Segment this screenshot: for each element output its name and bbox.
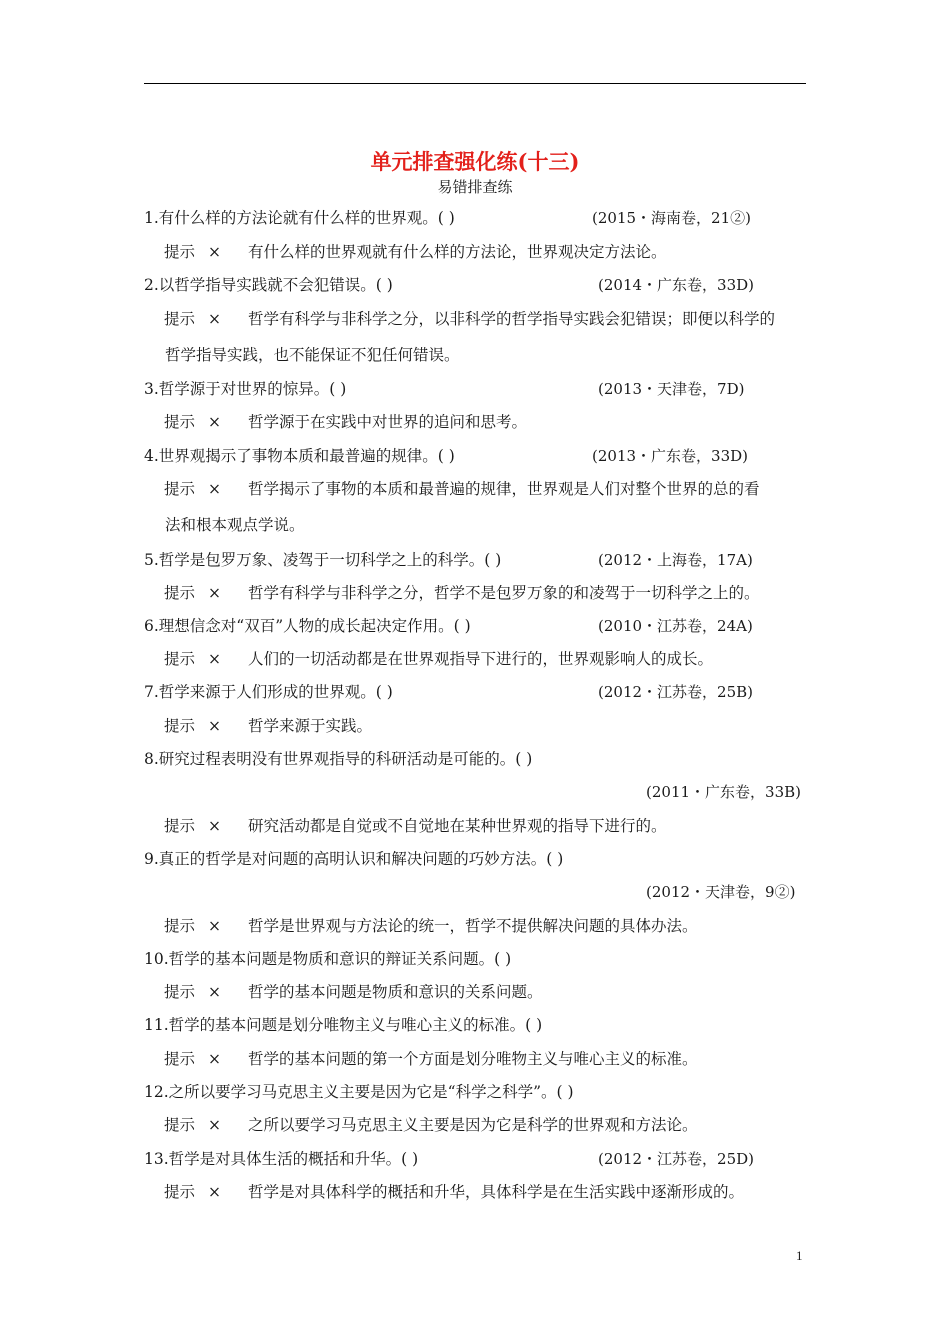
question-3: 3.哲学源于对世界的惊异。( ) [144, 380, 347, 398]
hint-9 [164, 916, 698, 936]
question-4-source: (2013・广东卷，33D) [592, 447, 748, 465]
hint-11-text: 哲学的基本问题的第一个方面是划分唯物主义与唯心主义的标准。 [248, 1050, 698, 1068]
wrong-mark: × [208, 983, 221, 1001]
question-9: 9.真正的哲学是对问题的高明认识和解决问题的巧妙方法。( ) [144, 850, 564, 868]
header-rule [144, 83, 806, 84]
hint-13-text: 哲学是对具体科学的概括和升华，具体科学是在生活实践中逐渐形成的。 [248, 1183, 745, 1201]
hint-4-text: 哲学揭示了事物的本质和最普遍的规律，世界观是人们对整个世界的总的看 [248, 480, 760, 498]
question-13-source: (2012・江苏卷，25D) [598, 1150, 754, 1168]
hint-8 [164, 816, 667, 836]
hint-label: 提示 [164, 243, 196, 261]
hint-label: 提示 [164, 1116, 196, 1134]
hint-12 [164, 1115, 698, 1135]
wrong-mark: × [208, 1116, 221, 1134]
wrong-mark: × [208, 650, 221, 668]
wrong-mark: × [208, 584, 221, 602]
wrong-mark: × [208, 1050, 221, 1068]
hint-label: 提示 [164, 817, 196, 835]
question-8-source: (2011・广东卷，33B) [646, 783, 801, 801]
hint-label: 提示 [164, 1183, 196, 1201]
question-12: 12.之所以要学习马克思主义主要是因为它是“科学之科学”。( ) [144, 1083, 574, 1101]
question-1: 1.有什么样的方法论就有什么样的世界观。( ) [144, 209, 455, 227]
question-2: 2.以哲学指导实践就不会犯错误。( ) [144, 276, 393, 294]
hint-3-text: 哲学源于在实践中对世界的追问和思考。 [248, 413, 528, 431]
question-5-source: (2012・上海卷，17A) [598, 551, 753, 569]
hint-2-continued: 哲学指导实践，也不能保证不犯任何错误。 [165, 346, 460, 364]
hint-2 [164, 309, 775, 329]
question-10: 10.哲学的基本问题是物质和意识的辩证关系问题。( ) [144, 950, 512, 968]
hint-label: 提示 [164, 1050, 196, 1068]
hint-label: 提示 [164, 917, 196, 935]
question-7: 7.哲学来源于人们形成的世界观。( ) [144, 683, 393, 701]
question-3-source: (2013・天津卷，7D) [598, 380, 745, 398]
hint-1-text: 有什么样的世界观就有什么样的方法论，世界观决定方法论。 [248, 243, 667, 261]
hint-7-text: 哲学来源于实践。 [248, 717, 373, 735]
wrong-mark: × [208, 917, 221, 935]
wrong-mark: × [208, 413, 221, 431]
hint-6-text: 人们的一切活动都是在世界观指导下进行的，世界观影响人的成长。 [248, 650, 714, 668]
question-4: 4.世界观揭示了事物本质和最普遍的规律。( ) [144, 447, 455, 465]
hint-12-text: 之所以要学习马克思主义主要是因为它是科学的世界观和方法论。 [248, 1116, 698, 1134]
hint-5 [164, 583, 760, 603]
hint-7 [164, 716, 372, 736]
hint-10 [164, 982, 543, 1002]
question-8: 8.研究过程表明没有世界观指导的科研活动是可能的。( ) [144, 750, 533, 768]
question-9-source: (2012・天津卷，9②) [646, 883, 796, 901]
hint-label: 提示 [164, 584, 196, 602]
question-7-source: (2012・江苏卷，25B) [598, 683, 753, 701]
hint-9-text: 哲学是世界观与方法论的统一，哲学不提供解决问题的具体办法。 [248, 917, 698, 935]
wrong-mark: × [208, 310, 221, 328]
wrong-mark: × [208, 480, 221, 498]
hint-6 [164, 649, 713, 669]
question-6-source: (2010・江苏卷，24A) [598, 617, 753, 635]
hint-11 [164, 1049, 698, 1069]
hint-label: 提示 [164, 983, 196, 1001]
hint-5-text: 哲学有科学与非科学之分，哲学不是包罗万象的和凌驾于一切科学之上的。 [248, 584, 760, 602]
hint-3 [164, 412, 527, 432]
question-11: 11.哲学的基本问题是划分唯物主义与唯心主义的标准。( ) [144, 1016, 543, 1034]
hint-label: 提示 [164, 480, 196, 498]
hint-13 [164, 1182, 744, 1202]
wrong-mark: × [208, 1183, 221, 1201]
wrong-mark: × [208, 243, 221, 261]
hint-label: 提示 [164, 650, 196, 668]
question-13: 13.哲学是对具体生活的概括和升华。( ) [144, 1150, 419, 1168]
page-title: 单元排查强化练(十三) [370, 149, 580, 174]
question-2-source: (2014・广东卷，33D) [598, 276, 754, 294]
wrong-mark: × [208, 717, 221, 735]
hint-4 [164, 479, 760, 499]
hint-label: 提示 [164, 413, 196, 431]
hint-1 [164, 242, 667, 262]
page-number: 1 [796, 1248, 803, 1263]
hint-4-continued: 法和根本观点学说。 [165, 516, 305, 534]
hint-label: 提示 [164, 717, 196, 735]
hint-2-text: 哲学有科学与非科学之分，以非科学的哲学指导实践会犯错误；即便以科学的 [248, 310, 776, 328]
hint-10-text: 哲学的基本问题是物质和意识的关系问题。 [248, 983, 543, 1001]
question-5: 5.哲学是包罗万象、凌驾于一切科学之上的科学。( ) [144, 551, 502, 569]
wrong-mark: × [208, 817, 221, 835]
hint-8-text: 研究活动都是自觉或不自觉地在某种世界观的指导下进行的。 [248, 817, 667, 835]
hint-label: 提示 [164, 310, 196, 328]
question-1-source: (2015・海南卷，21②) [592, 209, 751, 227]
question-6: 6.理想信念对“双百”人物的成长起决定作用。( ) [144, 617, 471, 635]
section-subtitle: 易错排查练 [437, 178, 513, 196]
